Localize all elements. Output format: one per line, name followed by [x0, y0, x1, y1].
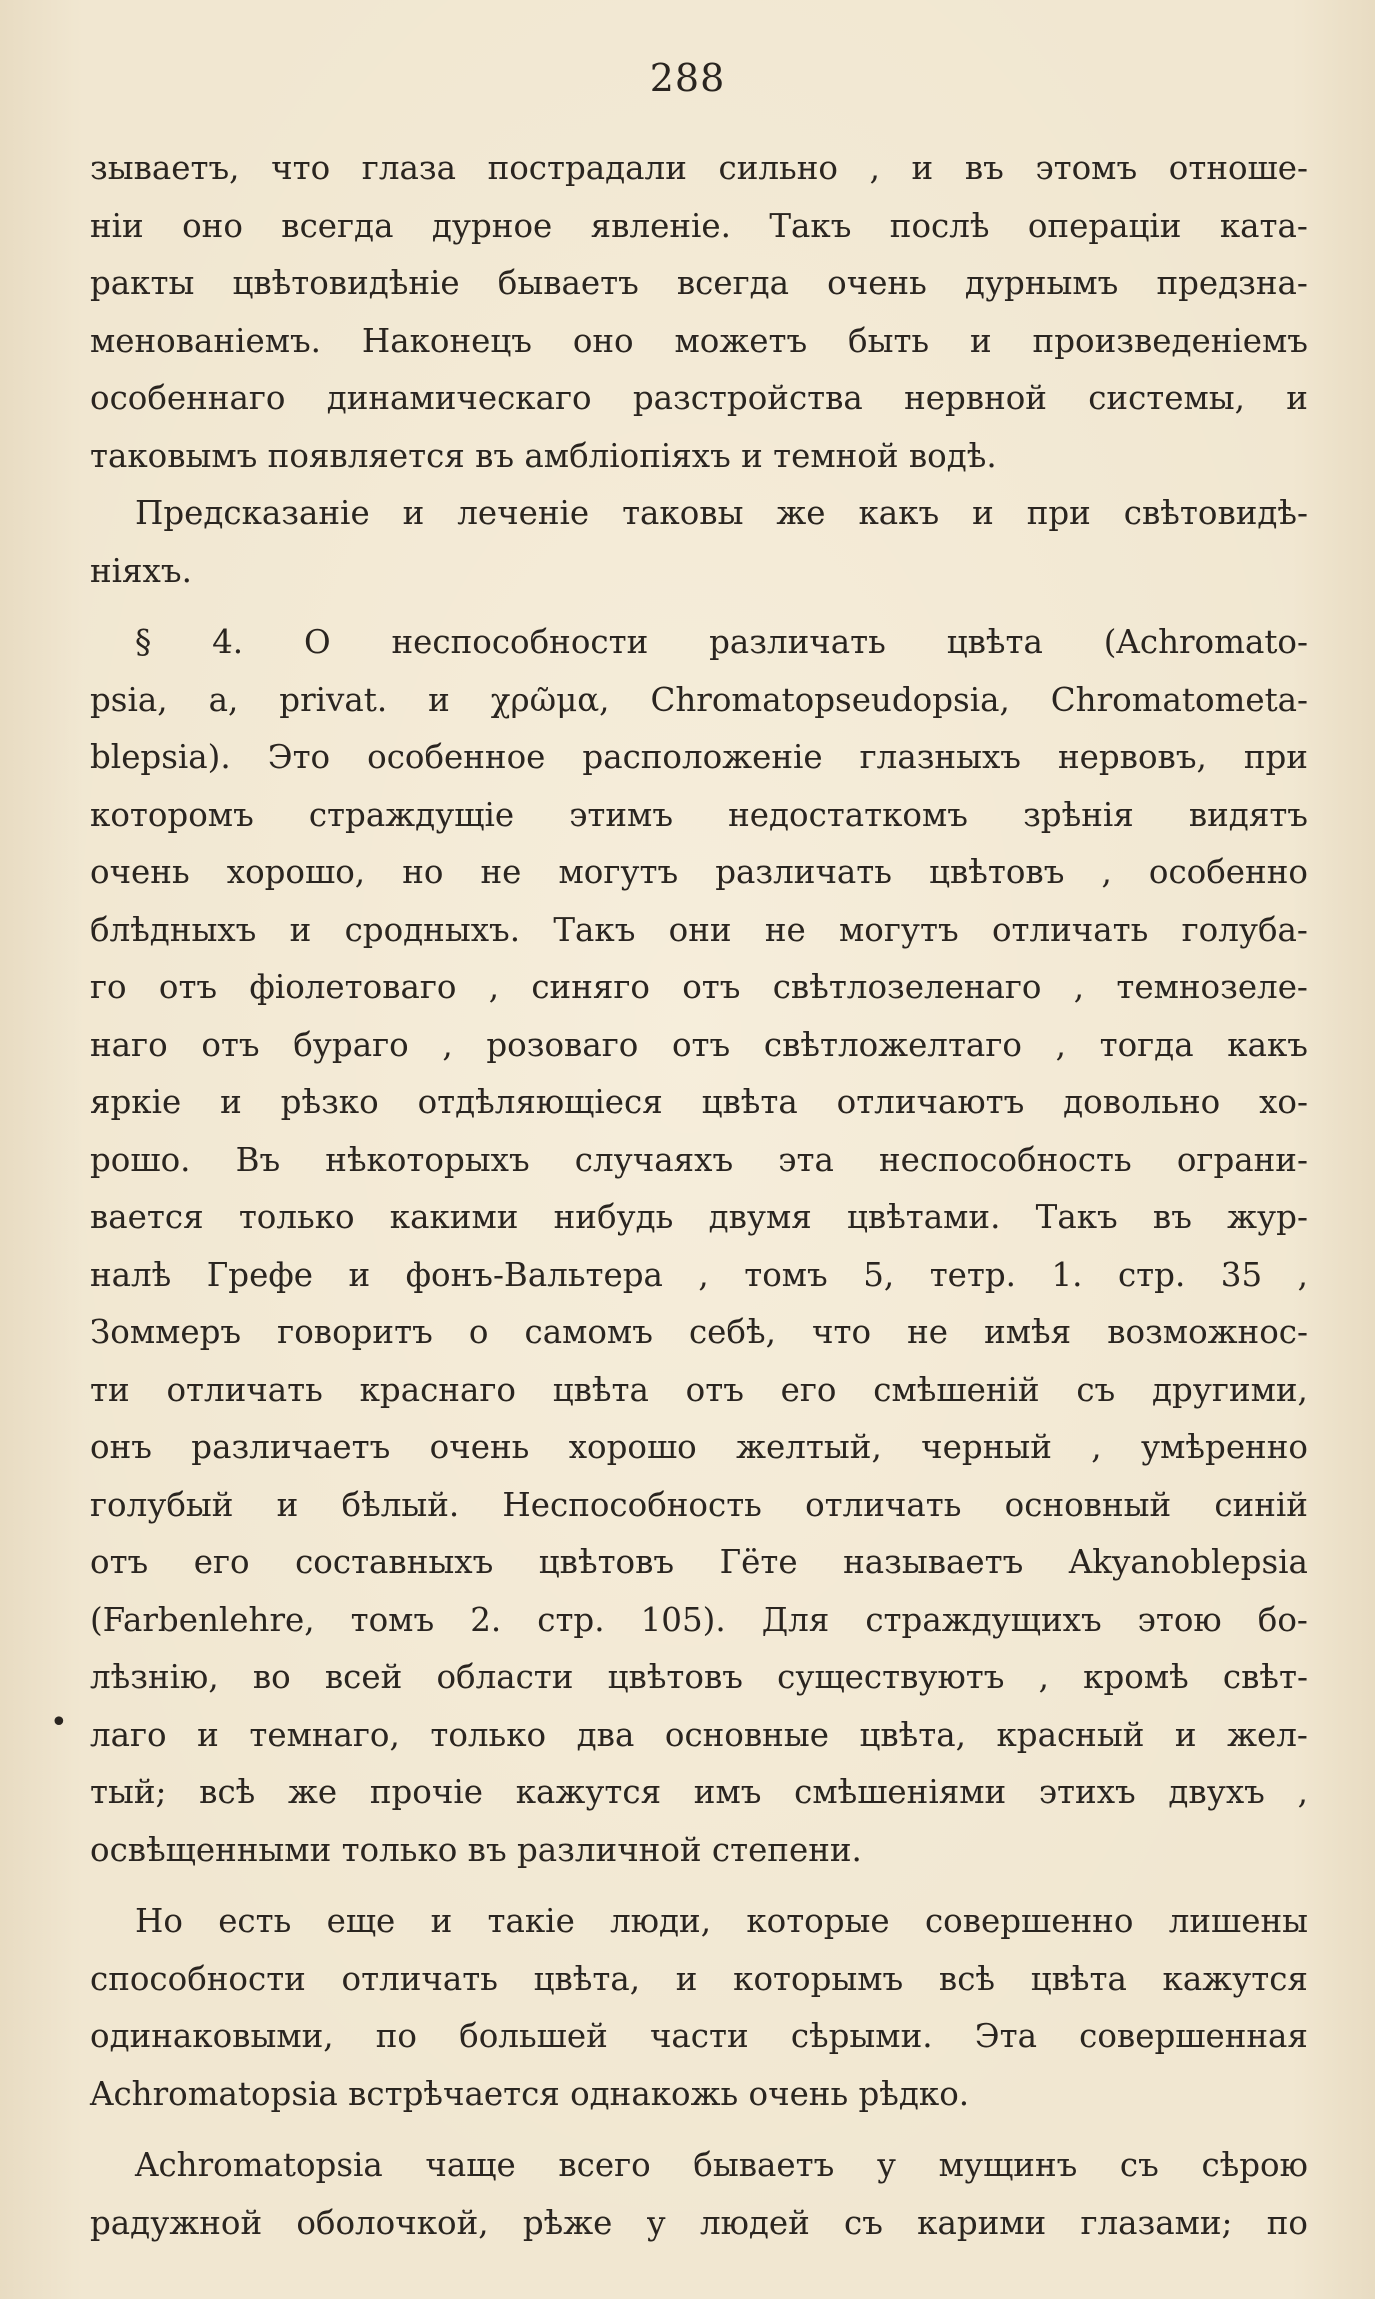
text-line: Achromatopsia чаще всего бываетъ у мущинъ съ сѣрою [135, 2146, 1308, 2184]
page-number: 288 [649, 56, 726, 100]
text-line: очень хорошо, но не могутъ различать цвѣтовъ , особенно [90, 853, 1308, 891]
paragraph-gap [90, 600, 1308, 614]
text-line: Achromatopsia встрѣчается однакожь очень рѣдко. [90, 2074, 970, 2113]
text-line: тый; всѣ же прочіе кажутся имъ смѣшеніями этихъ двухъ , [90, 1773, 1308, 1811]
section-heading-line: § 4. О неспособности различать цвѣта (Achromato- [135, 623, 1308, 661]
text-line: blepsia). Это особенное расположеніе глазныхъ нервовъ, при [90, 738, 1308, 776]
text-line: голубый и бѣлый. Неспособность отличать основный синій [90, 1485, 1308, 1524]
body-text [90, 140, 1308, 2252]
text-line: Зоммеръ говоритъ о самомъ себѣ, что не имѣя возможнос- [90, 1313, 1308, 1351]
text-line: Предсказаніе и леченіе таковы же какъ и при свѣтовидѣ- [135, 494, 1308, 532]
text-line: менованіемъ. Наконецъ оно можетъ быть и произведеніемъ [90, 321, 1308, 360]
text-line: ніяхъ. [90, 551, 192, 590]
text-line: ракты цвѣтовидѣніе бываетъ всегда очень дурнымъ предзна- [90, 264, 1308, 302]
text-line: таковымъ появляется въ амбліопіяхъ и темной водѣ. [90, 436, 997, 475]
text-line: наго отъ бураго , розоваго отъ свѣтложелтаго , тогда какъ [90, 1025, 1308, 1064]
text-line: (Farbenlehre, томъ 2. стр. 105). Для страждущихъ этою бо- [90, 1600, 1308, 1639]
text-line: рошо. Въ нѣкоторыхъ случаяхъ эта неспособность ограни- [90, 1140, 1308, 1179]
text-line: ніи оно всегда дурное явленіе. Такъ послѣ операціи ката- [90, 206, 1308, 245]
text-line: яркіе и рѣзко отдѣляющіеся цвѣта отличаютъ довольно хо- [90, 1083, 1308, 1121]
text-line: блѣдныхъ и сродныхъ. Такъ они не могутъ отличать голуба- [90, 910, 1308, 949]
text-line: которомъ страждущіе этимъ недостаткомъ зрѣнія видятъ [90, 795, 1308, 834]
text-line: Но есть еще и такіе люди, которые совершенно лишены [135, 1902, 1308, 1940]
text-line: вается только какими нибудь двумя цвѣтами. Такъ въ жур- [90, 1198, 1308, 1236]
text-line: лѣзнію, во всей области цвѣтовъ существуютъ , кромѣ свѣт- [90, 1658, 1308, 1696]
text-line: одинаковыми, по большей части сѣрыми. Эта совершенная [90, 2017, 1308, 2055]
text-line: особеннаго динамическаго разстройства нервной системы, и [90, 379, 1308, 417]
text-line: зываетъ, что глаза пострадали сильно , и въ этомъ отноше- [90, 149, 1308, 187]
text-line: лаго и темнаго, только два основные цвѣта, красный и жел- [90, 1715, 1308, 1754]
text-line: онъ различаетъ очень хорошо желтый, черный , умѣренно [90, 1428, 1308, 1466]
margin-mark: • [50, 1705, 68, 1740]
text-line: отъ его составныхъ цвѣтовъ Гёте называетъ Akyanoblepsia [90, 1543, 1308, 1581]
text-line: ти отличать краснаго цвѣта отъ его смѣшеній съ другими, [90, 1370, 1308, 1409]
text-line: радужной оболочкой, рѣже у людей съ карими глазами; по [90, 2203, 1308, 2242]
text-line: налѣ Грефе и фонъ-Вальтера , томъ 5, тетр. 1. стр. 35 , [90, 1255, 1308, 1294]
text-line: способности отличать цвѣта, и которымъ всѣ цвѣта кажутся [90, 1959, 1308, 1998]
paragraph-gap [90, 2123, 1308, 2137]
text-line: освѣщенными только въ различной степени. [90, 1830, 862, 1869]
text-line: psia, a, privat. и χρῶμα, Chromatopseudopsia, Chromatometa- [90, 680, 1308, 719]
paragraph-gap [90, 1879, 1308, 1893]
text-line: го отъ фіолетоваго , синяго отъ свѣтлозеленаго , темнозеле- [90, 968, 1308, 1006]
